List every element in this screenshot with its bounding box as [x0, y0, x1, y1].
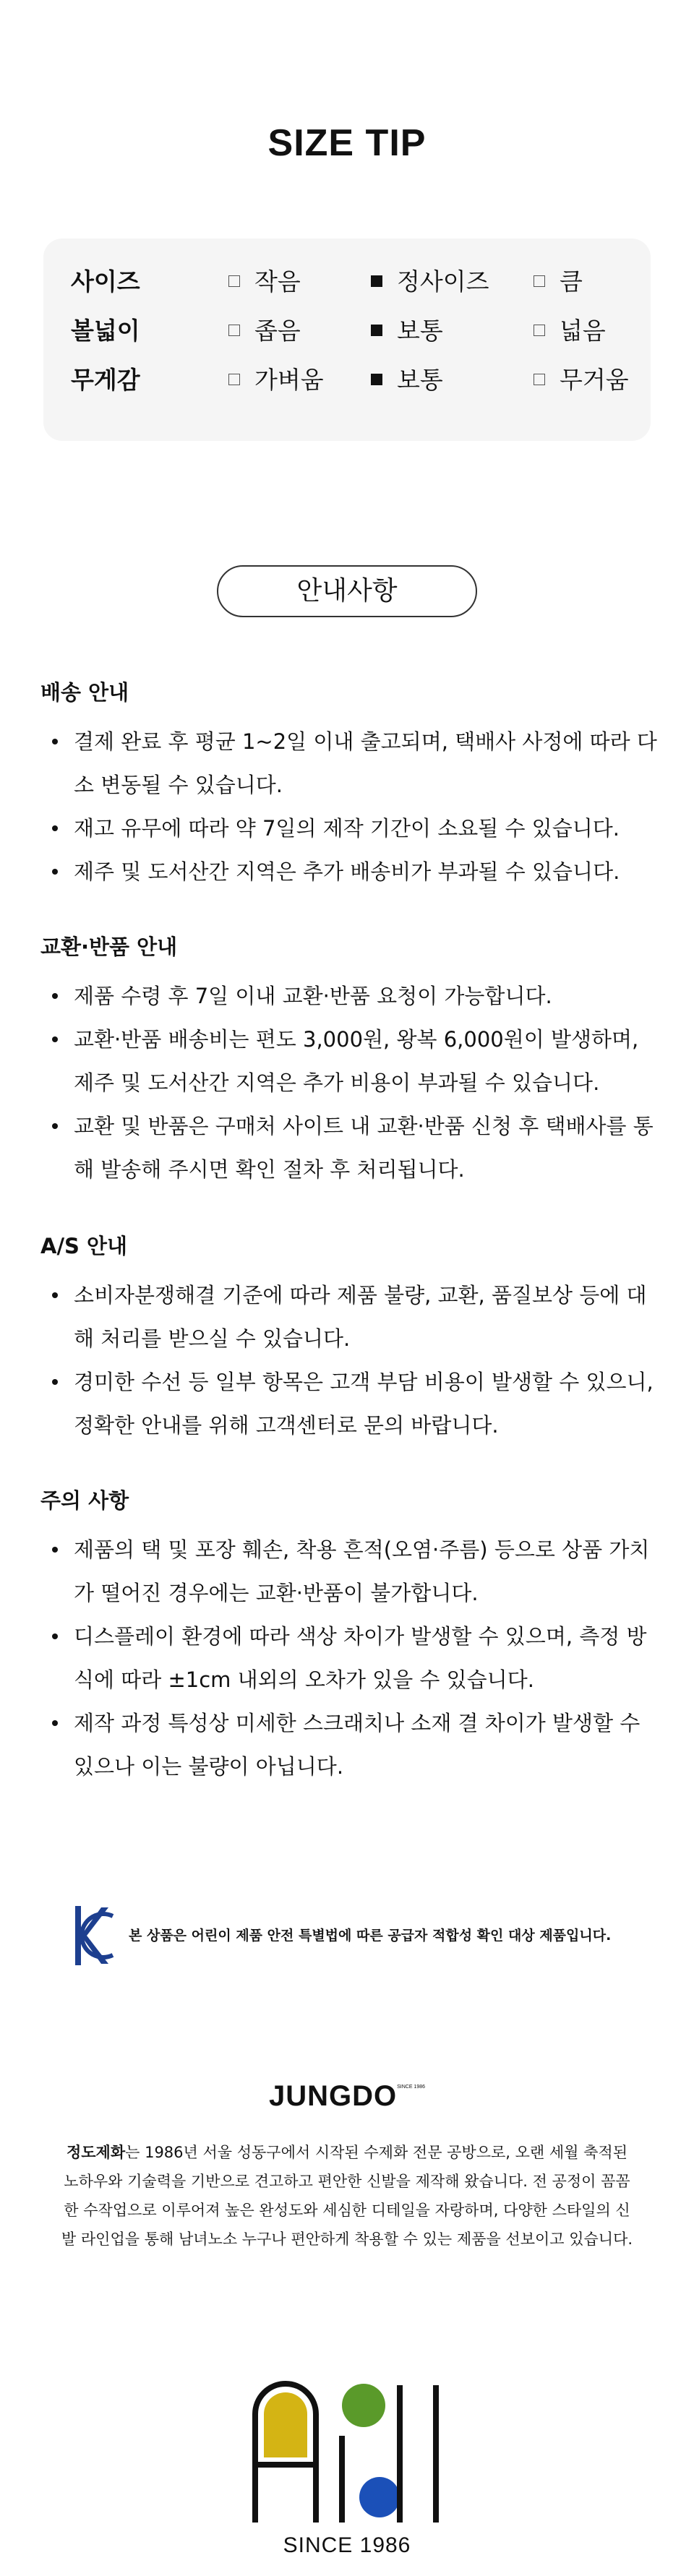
size-option-selected: 보통: [371, 361, 443, 395]
list-item: 교환 및 반품은 구매처 사이트 내 교환·반품 신청 후 택배사를 통해 발송해 주시면 확인 절차 후 처리됩니다.: [40, 1104, 662, 1191]
as-section: [40, 1232, 662, 1447]
section-heading: 교환·반품 안내: [40, 935, 178, 959]
bullet-list: [40, 974, 662, 1191]
brand-logo-icon: [249, 2378, 445, 2530]
list-item: 디스플레이 환경에 따라 색상 차이가 발생할 수 있으며, 측정 방식에 따라 ±1cm 내외의 오차가 있을 수 있습니다.: [40, 1615, 662, 1701]
brand-description: [58, 2138, 636, 2254]
green-dot: [342, 2384, 385, 2427]
checkbox-icon: [228, 325, 240, 336]
blue-dot: [359, 2477, 400, 2517]
brand-description-bold: 정도제화: [66, 2144, 126, 2161]
size-tip-title: SIZE TIP: [267, 122, 427, 164]
kc-mark-icon: [72, 1903, 116, 1968]
shipping-section: [40, 678, 662, 893]
list-item: 제품의 택 및 포장 훼손, 착용 흔적(오염·주름) 등으로 상품 가치가 떨어진 경우에는 교환·반품이 불가합니다.: [40, 1528, 662, 1615]
since-label: SINCE 1986: [283, 2533, 411, 2557]
size-tip-row: [71, 263, 635, 296]
checked-box-icon: [371, 275, 382, 287]
exchange-return-section: [40, 932, 662, 1191]
checkbox-icon: [534, 325, 545, 336]
brand-name: JUNGDO: [268, 2080, 398, 2112]
size-option: 작음: [228, 263, 301, 297]
section-heading: 주의 사항: [40, 1488, 129, 1513]
bullet-list: [40, 1528, 662, 1788]
size-option: 좁음: [228, 312, 301, 346]
size-tip-row: [71, 312, 635, 345]
checked-box-icon: [371, 325, 382, 336]
list-item: 결제 완료 후 평균 1~2일 이내 출고되며, 택배사 사정에 따라 다소 변동될 수 있습니다.: [40, 720, 662, 807]
size-tip-row-label: 볼넓이: [71, 317, 140, 345]
list-item: 경미한 수선 등 일부 항목은 고객 부담 비용이 발생할 수 있으니, 정확한 안내를 위해 고객센터로 문의 바랍니다.: [40, 1360, 662, 1447]
section-heading: 배송 안내: [40, 680, 129, 705]
brand-description-text: 는 1986년 서울 성동구에서 시작된 수제화 전문 공방으로, 오랜 세월 축적된 노하우와 기술력을 기반으로 견고하고 편안한 신발을 제작해 왔습니다. 전 공정이 꼼꼼한 수작업으로 이루어져 높은 완성도와 세심한 디테일을 자랑하며, 다양한 스타일의 신발 라인업을 통해 남녀노소 누구나 편안하게 착용할 수 있는 제품을 선보이고 있습니다.: [61, 2144, 633, 2248]
checkbox-icon: [228, 374, 240, 385]
size-tip-table: [43, 239, 651, 441]
brand-since-small: SINCE 1986: [397, 2085, 426, 2090]
kc-notice-text: 본 상품은 어린이 제품 안전 특별법에 따른 공급자 적합성 확인 대상 제품입니다.: [129, 1928, 612, 1944]
checkbox-icon: [534, 275, 545, 287]
yellow-shape: [264, 2392, 307, 2457]
size-option-selected: 보통: [371, 312, 443, 346]
size-tip-row: [71, 361, 635, 394]
notice-title-pill: 안내사항: [217, 565, 477, 617]
list-item: 재고 유무에 따라 약 7일의 제작 기간이 소요될 수 있습니다.: [40, 807, 662, 850]
size-option-selected: 정사이즈: [371, 263, 489, 297]
size-option: 무거움: [534, 361, 629, 395]
size-option: 가벼움: [228, 361, 324, 395]
checkbox-icon: [534, 374, 545, 385]
list-item: 제작 과정 특성상 미세한 스크래치나 소재 결 차이가 발생할 수 있으나 이는 불량이 아닙니다.: [40, 1701, 662, 1788]
list-item: 제품 수령 후 7일 이내 교환·반품 요청이 가능합니다.: [40, 974, 662, 1018]
size-option: 넓음: [534, 312, 606, 346]
section-heading: A/S 안내: [40, 1234, 128, 1258]
size-tip-row-label: 무게감: [71, 366, 140, 394]
checkbox-icon: [228, 275, 240, 287]
list-item: 교환·반품 배송비는 편도 3,000원, 왕복 6,000원이 발생하며, 제주 및 도서산간 지역은 추가 비용이 부과될 수 있습니다.: [40, 1018, 662, 1104]
bullet-list: [40, 720, 662, 893]
brand-wordmark: [0, 2080, 694, 2113]
size-tip-row-label: 사이즈: [71, 267, 140, 296]
kc-certification: [72, 1903, 694, 1975]
size-option: 큼: [534, 263, 583, 297]
list-item: 제주 및 도서산간 지역은 추가 배송비가 부과될 수 있습니다.: [40, 850, 662, 893]
checked-box-icon: [371, 374, 382, 385]
list-item: 소비자분쟁해결 기준에 따라 제품 불량, 교환, 품질보상 등에 대해 처리를 받으실 수 있습니다.: [40, 1274, 662, 1360]
bullet-list: [40, 1274, 662, 1447]
caution-section: [40, 1486, 662, 1788]
